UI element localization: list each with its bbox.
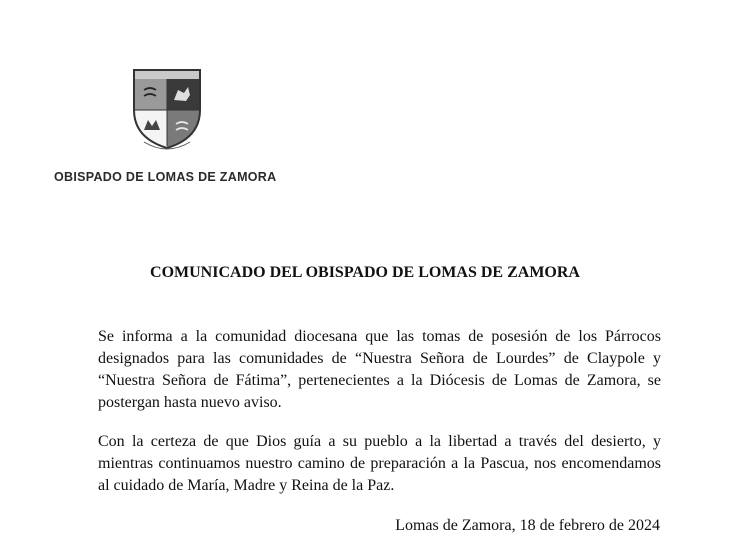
paragraph-closing: Con la certeza de que Dios guía a su pueblo a la libertad a través del desierto, y mientras continuamos nuestro camino de preparación a la Pascua, nos encomendamos al cuidado de María, Madre y Reina de la Paz. xyxy=(98,433,661,494)
paragraph-announcement: Se informa a la comunidad diocesana que las tomas de posesión de los Párrocos designados para las comunidades de “Nuestra Señora de Lourdes” de Claypole y “Nuestra Señora de Fátima”, pertenecientes a la Diócesis de Lomas de Zamora, se postergan hasta nuevo aviso. xyxy=(98,328,661,411)
document-title: COMUNICADO DEL OBISPADO DE LOMAS DE ZAMORA xyxy=(150,264,580,281)
organization-name: OBISPADO DE LOMAS DE ZAMORA xyxy=(54,170,277,184)
coat-of-arms-icon xyxy=(130,66,204,152)
place-and-date: Lomas de Zamora, 18 de febrero de 2024 xyxy=(395,517,660,534)
